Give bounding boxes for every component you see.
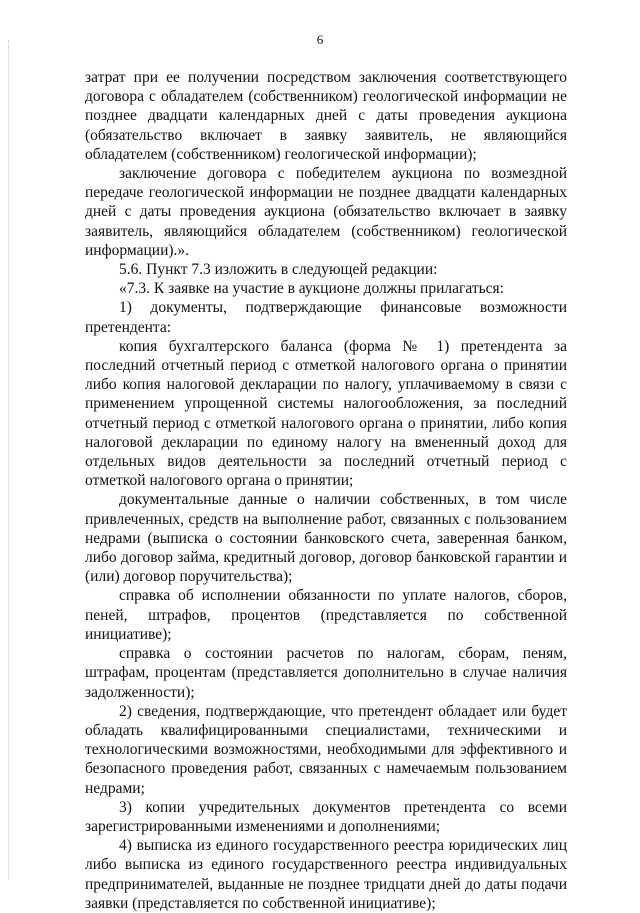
paragraph: 4) выписка из единого государственного реестра юридических лиц либо выписка из единого государственного реестра индивидуальных предпринимателей, выданные не позднее тридцати дней до даты подачи заявки (представляется по собственной инициативе); [85, 837, 567, 912]
paragraph: «7.3. К заявке на участие в аукционе должны прилагаться: [119, 280, 504, 298]
paragraph: 1) документы, подтверждающие финансовые возможности претендента: [85, 299, 567, 336]
paragraph: копия бухгалтерского баланса (форма № 1) претендента за последний отчетный период с отметкой налогового органа о принятии либо копия налоговой декларации по налогу, уплачиваемому в связи с применением упрощенной системы налогообложения, за последний отчетный период с отметкой налогового органа о принятии, либо копия налоговой декларации по единому налогу на вмененный доход для отдельных видов деятельности за последний отчетный период с отметкой налогового органа о принятии; [85, 337, 567, 490]
paragraph: документальные данные о наличии собственных, в том числе привлеченных, средств на выполнение работ, связанных с пользованием недрами (выписка о состоянии банковского счета, заверенная банком, либо договор займа, кредитный договор, договор банковской гарантии и (или) договор поручительства); [85, 491, 567, 586]
document-body [85, 68, 567, 913]
paragraph: заключение договора с победителем аукциона по возмездной передаче геологической информации не позднее двадцати календарных дней с даты проведения аукциона (обязательство включает в заявку заявитель, являющийся обладателем (собственником) геологической информации).». [85, 165, 567, 259]
paragraph: 2) сведения, подтверждающие, что претендент обладает или будет обладать квалифицированными специалистами, техническими и технологическими возможностями, необходимыми для эффективного и безопасного проведения работ, связанных с намечаемым пользованием недрами; [85, 702, 567, 797]
scan-margin-marks [8, 40, 11, 880]
paragraph: справка об исполнении обязанности по уплате налогов, сборов, пеней, штрафов, процентов (представляется по собственной инициативе); [85, 587, 567, 643]
paragraph: затрат при ее получении посредством заключения соответствующего договора с обладателем (собственником) геологической информации не позднее двадцати календарных дней с даты проведения аукциона (обязательство включает в заявку заявитель, не являющийся обладателем (собственником) геологической информации); [85, 69, 567, 163]
page-number: 6 [316, 32, 324, 47]
paragraph: 3) копии учредительных документов претендента со всеми зарегистрированными изменениями и дополнениями; [85, 798, 567, 835]
paragraph: 5.6. Пункт 7.3 изложить в следующей редакции: [119, 261, 438, 279]
paragraph: справка о состоянии расчетов по налогам, сборам, пеням, штрафам, процентам (представляется дополнительно в случае наличия задолженности); [85, 645, 567, 701]
